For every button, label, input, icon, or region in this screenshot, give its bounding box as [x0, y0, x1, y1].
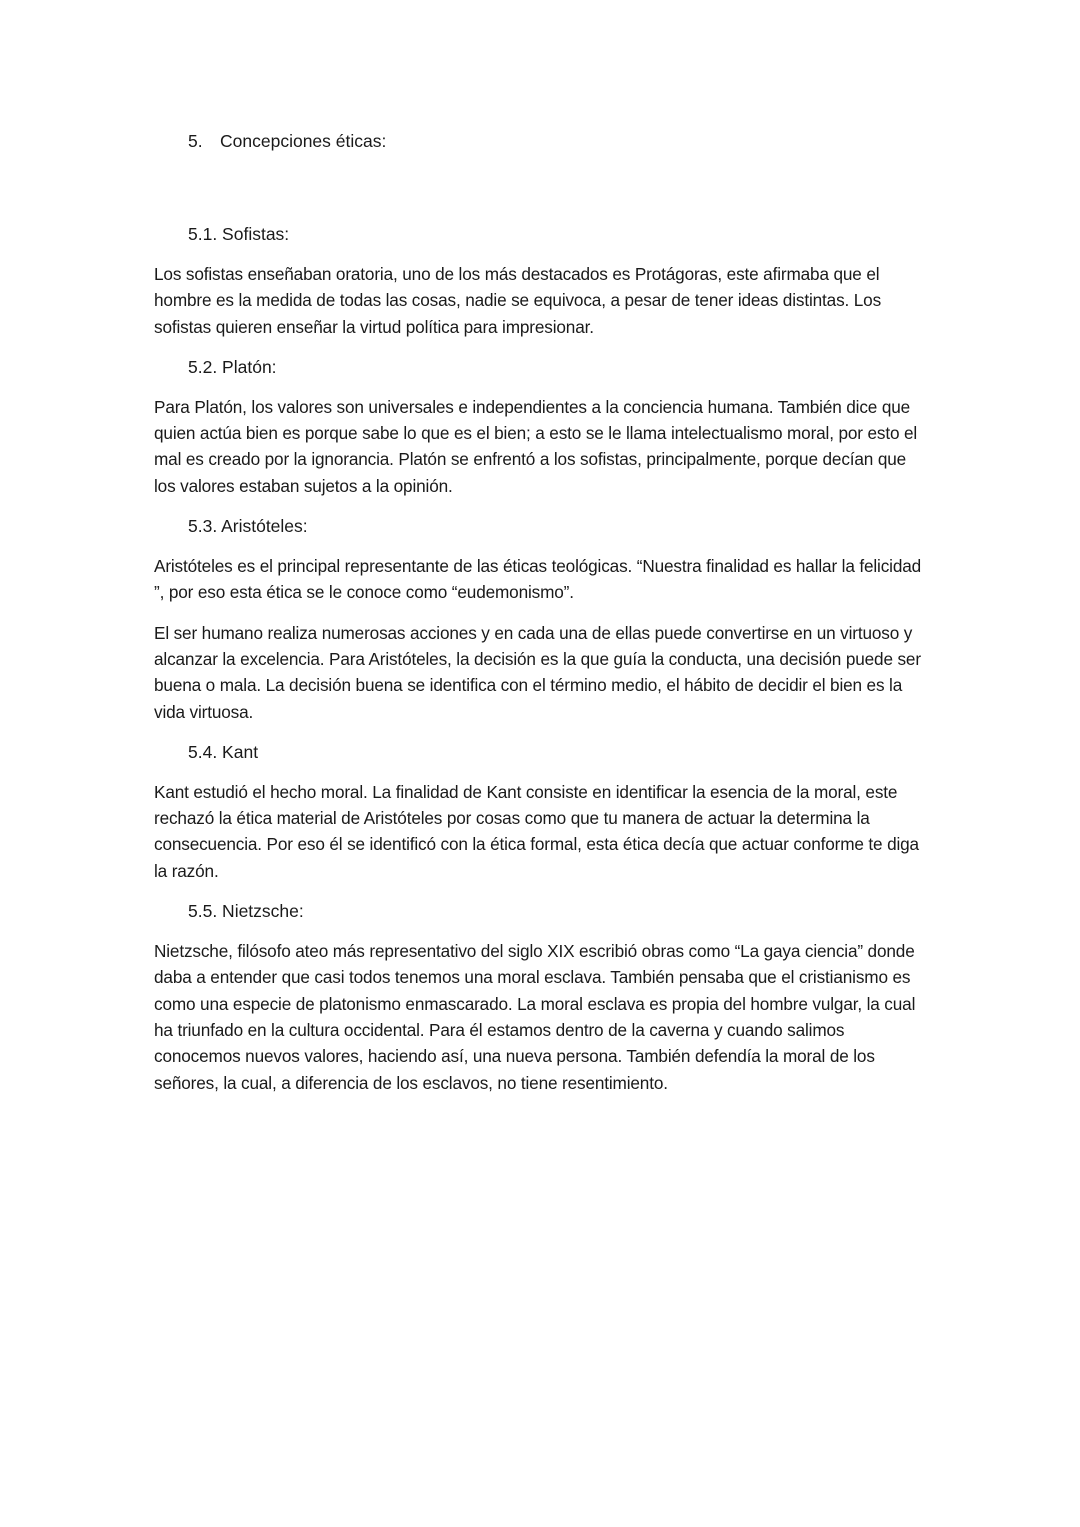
- main-heading-title: Concepciones éticas:: [220, 131, 387, 151]
- section-title-kant: 5.4. Kant: [188, 741, 259, 762]
- section-title-aristoteles: 5.3. Aristóteles:: [188, 516, 308, 537]
- paragraph-sofistas: Los sofistas enseñaban oratoria, uno de los más destacados es Protágoras, este afirmaba que el hombre es la medida de todas las cosas, nadie se equivoca, a pesar de tener ideas distintas. Los sofistas quieren enseñar la virtud política para impresionar.: [154, 264, 882, 337]
- paragraph-kant: Kant estudió el hecho moral. La finalidad de Kant consiste en identificar la esencia de la moral, este rechazó la ética material de Aristóteles por cosas como que tu manera de actuar la determina la consecuencia. Por eso él se identificó con la ética formal, esta ética decía que actuar conforme te diga la razón.: [154, 781, 919, 881]
- paragraph-aristoteles-2: El ser humano realiza numerosas acciones y en cada una de ellas puede convertirse en un virtuoso y alcanzar la excelencia. Para Aristóteles, la decisión es la que guía la conducta, una decisión puede ser buena o mala. La decisión buena se identifica con el término medio, el hábito de decidir el bien es la vida virtuosa.: [154, 622, 921, 722]
- section-title-sofistas: 5.1. Sofistas:: [188, 224, 290, 244]
- section-title-platon: 5.2. Platón:: [188, 356, 277, 377]
- paragraph-nietzsche: Nietzsche, filósofo ateo más representativo del siglo XIX escribió obras como “La gaya ciencia” donde daba a entender que casi todos tenemos una moral esclava. También pensaba que el cristianismo es como una especie de platonismo enmascarado. La moral esclava es propia del hombre vulgar, la cual ha triunfado en la cultura occidental. Para él estamos dentro de la caverna y cuando salimos conocemos nuevos valores, haciendo así, una nueva persona. También defendía la moral de los señores, la cual, a diferencia de los esclavos, no tiene resentimiento.: [154, 941, 916, 1093]
- main-heading-number: 5.: [188, 131, 203, 151]
- paragraph-platon: Para Platón, los valores son universales e independientes a la conciencia humana. También dice que quien actúa bien es porque sabe lo que es el bien; a esto se le llama intelectualismo moral, por esto el mal es creado por la ignorancia. Platón se enfrentó a los sofistas, principalmente, porque decían que los valores estaban sujetos a la opinión.: [154, 396, 918, 496]
- main-heading: [188, 128, 929, 154]
- paragraph-aristoteles-1: Aristóteles es el principal representante de las éticas teológicas. “Nuestra finalidad es hallar la felicidad ”, por eso esta ética se le conoce como “eudemonismo”.: [154, 556, 922, 603]
- document-content: [154, 128, 929, 1110]
- section-title-nietzsche: 5.5. Nietzsche:: [188, 901, 304, 922]
